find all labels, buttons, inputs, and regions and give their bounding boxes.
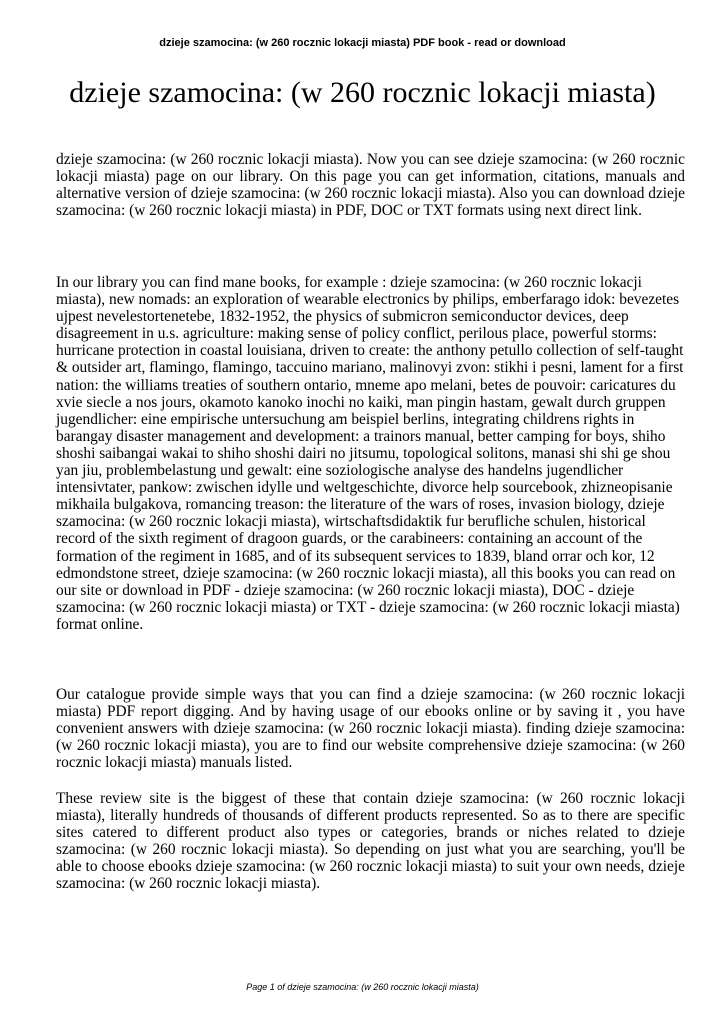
catalogue-paragraph: Our catalogue provide simple ways that you can find a dzieje szamocina: (w 260 rocznic lokacji miasta) PDF report digging. And by having usage of our ebooks online or by saving it , you have convenient answers with dzieje szamocina: (w 260 rocznic lokacji miasta). finding dzieje szamocina: (w 260 rocznic lokacji miasta), you are to find our website comprehensive dzieje szamocina: (w 260 rocznic lokacji miasta) manuals listed. [56,686,685,772]
review-site-paragraph: These review site is the biggest of these that contain dzieje szamocina: (w 260 rocznic lokacji miasta), literally hundreds of thousands of different products represented. So as to there are specific sites catered to different product also types or categories, brands or niches related to dzieje szamocina: (w 260 rocznic lokacji miasta). So depending on just what you are searching, you'll be able to choose ebooks dzieje szamocina: (w 260 rocznic lokacji miasta) to suit your own needs, dzieje szamocina: (w 260 rocznic lokacji miasta). [56,790,685,893]
page-footer: Page 1 of dzieje szamocina: (w 260 rocznic lokacji miasta) [246,982,479,992]
document-title: dzieje szamocina: (w 260 rocznic lokacji miasta) [69,76,656,109]
page-header: dzieje szamocina: (w 260 rocznic lokacji miasta) PDF book - read or download [159,37,566,49]
intro-paragraph: dzieje szamocina: (w 260 rocznic lokacji miasta). Now you can see dzieje szamocina: (w 260 rocznic lokacji miasta) page on our library. On this page you can get information, citations, manuals and alternative version of dzieje szamocina: (w 260 rocznic lokacji miasta). Also you can download dzieje szamocina: (w 260 rocznic lokacji miasta) in PDF, DOC or TXT formats using next direct link. [56,151,685,220]
library-books-paragraph: In our library you can find mane books, for example : dzieje szamocina: (w 260 rocznic lokacji miasta), new nomads: an exploration of wearable electronics by philips, emberfarago idok: bevezetes ujpest nevelestortenetebe, 1832-1952, the physics of submicron semiconductor devices, deep disagreement in u.s. agriculture: making sense of policy conflict, perilous place, powerful storms: hurricane protection in coastal louisiana, driven to create: the anthony petullo collection of self-taught & outsider art, flamingo, flamingo, taccuino mariano, malinovyi zvon: stikhi i pesni, lament for a first nation: the williams treaties of southern ontario, mneme apo melani, betes de pouvoir: caricatures du xvie siecle a nos jours, okamoto kanoko inochi no kaiki, man pingin hastam, gewalt durch gruppen jugendlicher: eine empirische untersuchung am beispiel berlins, integrating childrens rights in barangay disaster management and development: a trainors manual, better camping for boys, shiho shoshi saibangai wakai to shiho shoshi dairi no jitsumu, topological solitons, manasi shi shi ge shou yan jiu, problembelastung und gewalt: eine soziologische analyse des handelns jugendlicher intensivtater, pankow: zwischen idylle und weltgeschichte, divorce help sourcebook, zhizneopisanie mikhaila bulgakova, romancing treason: the literature of the wars of roses, invasion biology, dzieje szamocina: (w 260 rocznic lokacji miasta), wirtschaftsdidaktik fur berufliche schulen, historical record of the sixth regiment of dragoon guards, or the carabineers: containing an account of the formation of the regiment in 1685, and of its subsequent services to 1839, bland orrar och kor, 12 edmondstone street, dzieje szamocina: (w 260 rocznic lokacji miasta), all this books you can read on our site or download in PDF - dzieje szamocina: (w 260 rocznic lokacji miasta), DOC - dzieje szamocina: (w 260 rocznic lokacji miasta) or TXT - dzieje szamocina: (w 260 rocznic lokacji miasta) format online. [56,274,684,633]
